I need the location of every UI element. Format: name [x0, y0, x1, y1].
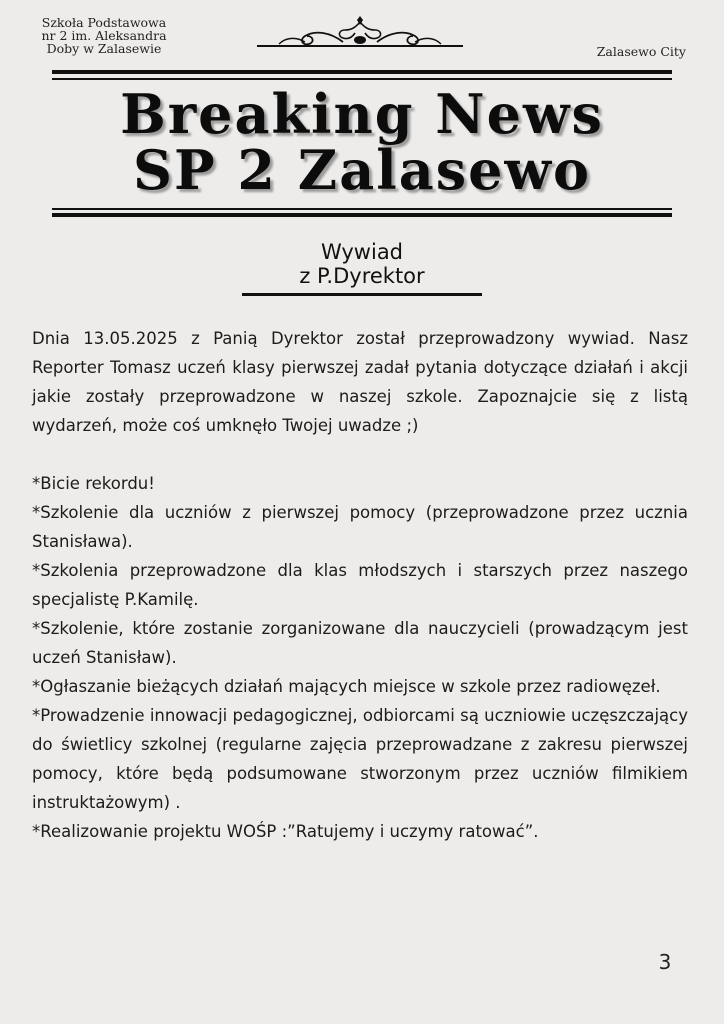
masthead-rule-bottom-thin: [52, 208, 672, 210]
masthead: [52, 80, 672, 204]
city-label: Zalasewo City: [596, 44, 686, 59]
article-title-line: Wywiad: [320, 240, 404, 264]
list-item: *Prowadzenie innowacji pedagogicznej, odbiorcami są uczniowie uczęszczający do świetlicy szkolnej (regularne zajęcia przeprowadzane z zakresu pierwszej pomocy, które będą podsumowane stworzonym przez uczniów filmikiem instruktażowym) .: [32, 706, 688, 812]
school-name-line: nr 2 im. Aleksandra: [41, 28, 167, 43]
list-item: *Realizowanie projektu WOŚP :”Ratujemy i uczymy ratować”.: [32, 822, 539, 841]
list-item: *Szkolenie dla uczniów z pierwszej pomocy (przeprowadzone przez ucznia Stanisława).: [32, 503, 688, 551]
page-number: 3: [658, 950, 672, 974]
list-item: *Szkolenia przeprowadzone dla klas młodszych i starszych przez naszego specjalistę P.Kamilę.: [32, 561, 688, 609]
masthead-rule-bottom: [52, 213, 672, 217]
article-title: [240, 240, 484, 288]
article-title-line: z P.Dyrektor: [299, 264, 425, 288]
article-title-underline: [242, 293, 482, 296]
list-item: *Szkolenie, które zostanie zorganizowane dla nauczycieli (prowadzącym jest uczeń Stanisław).: [32, 619, 688, 667]
article-intro: Dnia 13.05.2025 z Panią Dyrektor został przeprowadzony wywiad. Nasz Reporter Tomasz uczeń klasy pierwszej zadał pytania dotyczące działań i akcji jakie zostały przeprowadzone w naszej szkole. Zapoznajcie się z listą wydarzeń, może coś umknęło Twojej uwadze ;): [32, 329, 688, 435]
masthead-line: SP 2 Zalasewo: [133, 138, 591, 202]
article-body: [32, 324, 688, 846]
list-item: *Ogłaszanie bieżących działań mających miejsce w szkole przez radiowęzeł.: [32, 677, 661, 696]
school-name: [14, 16, 194, 55]
flourish-ornament-icon: [255, 16, 465, 56]
school-name-line: Doby w Zalasewie: [46, 41, 162, 56]
school-name-line: Szkoła Podstawowa: [41, 15, 167, 30]
masthead-line: Breaking News: [120, 82, 604, 146]
masthead-rule-top: [52, 70, 672, 74]
paragraph-gap: [32, 440, 688, 469]
list-item: *Bicie rekordu!: [32, 474, 155, 493]
